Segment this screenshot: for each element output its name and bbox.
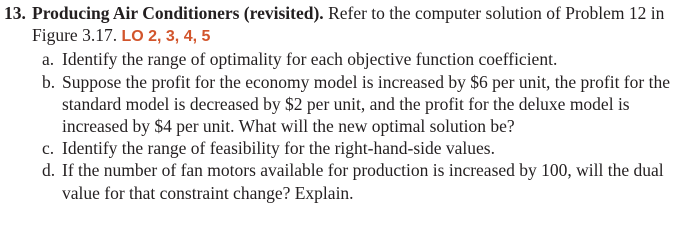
part-d: [4, 159, 672, 203]
part-letter: d.: [42, 160, 56, 181]
part-text: Identify the range of optimality for each objective function coefficient.: [62, 49, 558, 70]
learning-objectives: LO 2, 3, 4, 5: [121, 28, 211, 46]
part-text: If the number of fan motors available for production is increased by 100, will the dual value for that constraint change? Explain.: [62, 160, 664, 203]
problem-parts: [4, 48, 672, 203]
part-letter: b.: [42, 71, 56, 92]
part-a: [4, 48, 672, 70]
part-letter: c.: [42, 138, 55, 159]
problem-header: [32, 2, 672, 48]
part-text: Identify the range of feasibility for the right-hand-side values.: [62, 138, 495, 159]
part-b: [4, 71, 672, 138]
part-c: [4, 137, 672, 159]
part-text: Suppose the profit for the economy model is increased by $6 per unit, the profit for the standard model is decreased by $2 per unit, and the profit for the deluxe model is increased by $4 per unit. What will the new optimal solution be?: [62, 71, 670, 137]
problem-title: Producing Air Conditioners (revisited).: [32, 3, 324, 23]
problem-number: 13.: [4, 3, 26, 23]
problem-intro: Refer to the computer solution of Problem 12 in Figure 3.17.: [32, 3, 665, 46]
part-letter: a.: [42, 49, 55, 70]
problem-13: [4, 2, 672, 204]
